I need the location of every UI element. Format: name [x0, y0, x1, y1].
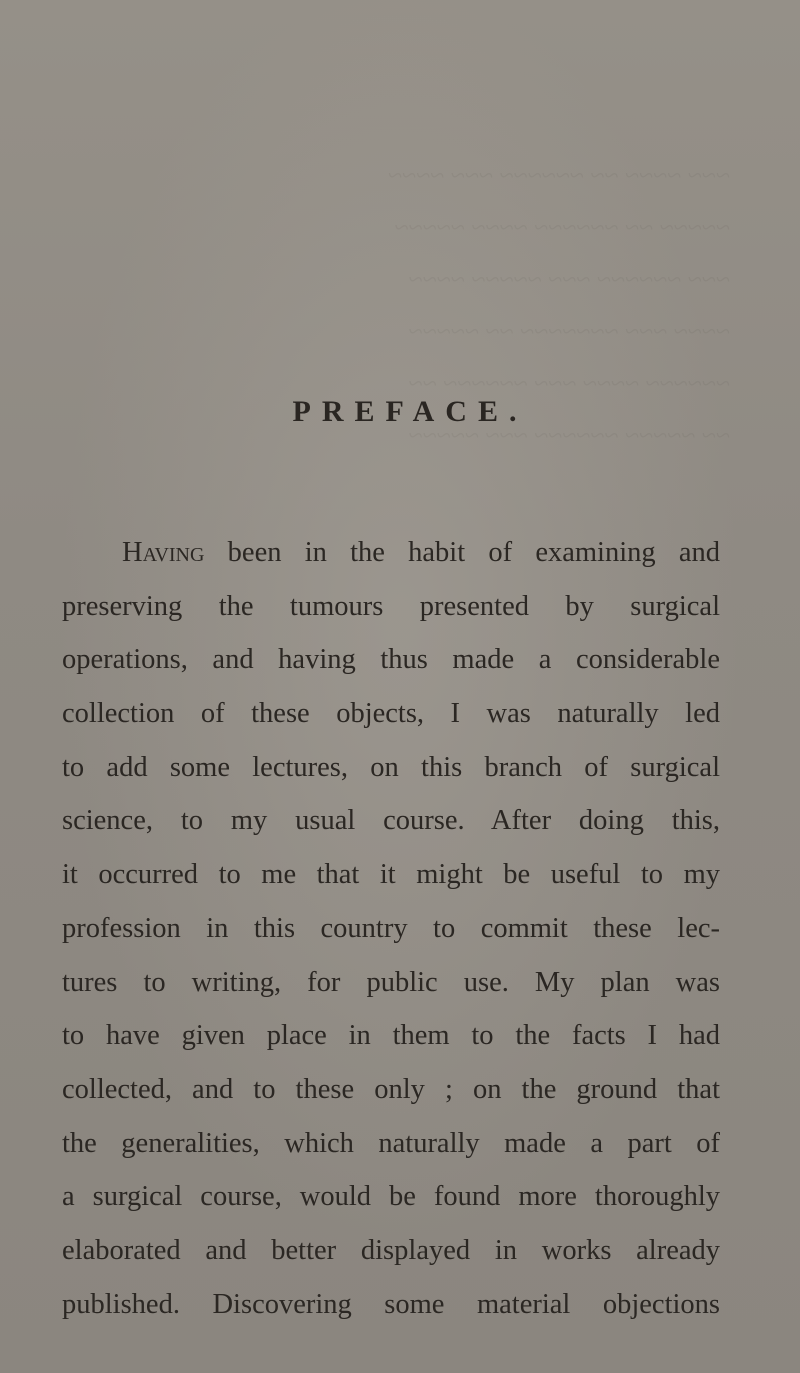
text-line: science, to my usual course. After doing this,: [62, 805, 720, 837]
text-line: tures to writing, for public use. My plan was: [62, 966, 720, 998]
text-line: to have given place in them to the facts I had: [62, 1020, 720, 1052]
text-line: the generalities, which naturally made a part of: [62, 1127, 720, 1159]
text-line: operations, and having thus made a considerable: [62, 644, 720, 676]
text-line: it occurred to me that it might be useful to my: [62, 859, 720, 891]
text-line: to add some lectures, on this branch of surgical: [62, 751, 720, 783]
text-line: preserving the tumours presented by surgical: [62, 590, 720, 622]
text-line: published. Discovering some material objections: [62, 1288, 720, 1320]
text-line: [62, 526, 720, 580]
preface-body: [62, 526, 720, 1331]
page-title: PREFACE.: [292, 395, 528, 428]
bleed-through-shadow: ~~~ ~~~~ ~~ ~~~~~~ ~~~ ~~~~ ~~~~~ ~~ ~~~~~~ ~~~~ ~~~~~ ~~~ ~~~~~~ ~~~ ~~~~~ ~~~~ ~~~~ ~~~ ~~~~~~~ ~~ ~~~~~ ~~~~~~ ~~~~ ~~~ ~~~~~~ ~~ ~~ ~~~~~ ~~~~~~ ~~~ ~~~~~: [388, 161, 730, 450]
text-line: a surgical course, would be found more thoroughly: [62, 1181, 720, 1213]
text-line: elaborated and better displayed in works already: [62, 1234, 720, 1266]
drop-word: Having: [122, 537, 205, 568]
text-line: profession in this country to commit these lec-: [62, 912, 720, 944]
line-rest: been in the habit of examining and: [204, 537, 720, 568]
text-line: collection of these objects, I was naturally led: [62, 698, 720, 730]
text-line: collected, and to these only ; on the ground that: [62, 1073, 720, 1105]
